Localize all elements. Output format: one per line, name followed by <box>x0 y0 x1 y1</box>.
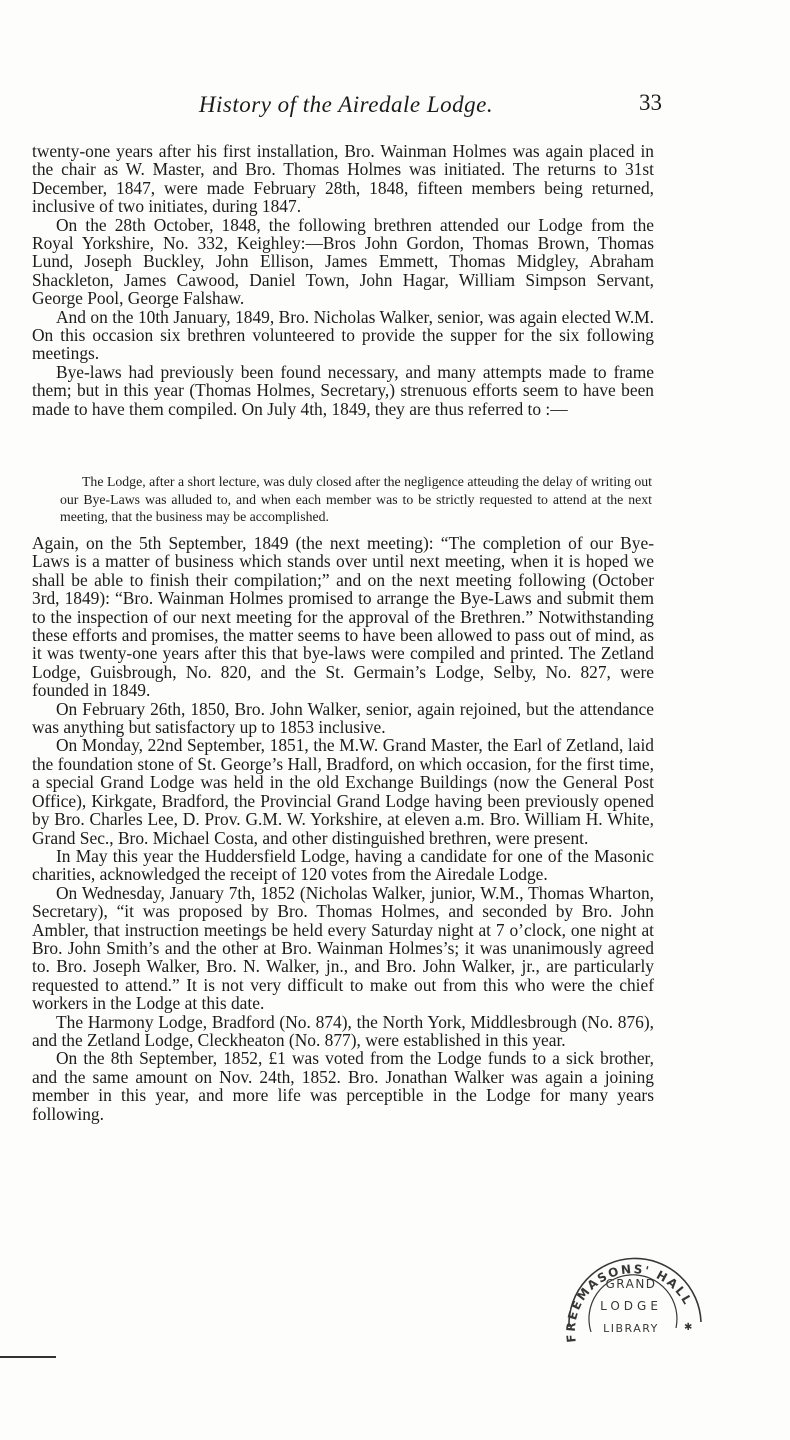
paragraph: On Monday, 22nd September, 1851, the M.W. Grand Master, the Earl of Zetland, laid the foundation stone of St. George’s Hall, Bradford, on which occasion, for the first time, a special Grand Lodge was held in the old Exchange Buildings (now the General Post Office), Kirkgate, Bradford, the Provincial Grand Lodge having been previously opened by Bro. Charles Lee, D. Prov. G.M. W. Yorkshire, at eleven a.m. Bro. William H. White, Grand Sec., Bro. Michael Costa, and other distinguished brethren, were present. <box>32 735 654 848</box>
paragraph: On the 28th October, 1848, the following brethren attended our Lodge from the Royal Yorkshire, No. 332, Keighley:—Bros John Gordon, Thomas Brown, Thomas Lund, Joseph Buckley, John Ellison, James Emmett, Thomas Midgley, Abraham Shackleton, James Cawood, Daniel Town, John Hagar, William Simpson Servant, George Pool, George Falshaw. <box>32 214 654 309</box>
stamp-ring-text: FREEMASONS' HALL <box>563 1262 696 1344</box>
paragraph: On Wednesday, January 7th, 1852 (Nicholas Walker, junior, W.M., Thomas Wharton, Secretary), “it was proposed by Bro. Thomas Holmes, and seconded by Bro. John Ambler, that instruction meetings be held every Saturday night at 7 o’clock, one night at Bro. John Smith’s and the other at Bro. Wainman Holmes’s; it was unanimously agreed to. Bro. Joseph Walker, Bro. N. Walker, jn., and Bro. John Walker, jr., are particularly requested to attend.” It is not very difficult to make out from this who were the chief workers in the Lodge at this date. <box>32 882 654 1014</box>
stamp-line3: LIBRARY <box>603 1322 659 1335</box>
margin-rule <box>0 1356 56 1358</box>
stamp-line2: LODGE <box>600 1299 662 1313</box>
paragraph: On February 26th, 1850, Bro. John Walker, senior, again rejoined, but the attendance was anything but satisfactory up to 1853 inclusive. <box>32 698 654 738</box>
paragraph: Bye-laws had previously been found necessary, and many attempts made to frame them; but in this year (Thomas Holmes, Secretary,) strenuous efforts seem to have been made to have them compiled. On July 4th, 1849, they are thus referred to :— <box>32 361 654 419</box>
paragraph: The Harmony Lodge, Bradford (No. 874), the North York, Middlesbrough (No. 876), and the Zetland Lodge, Cleckheaton (No. 877), were established in this year. <box>32 1011 654 1050</box>
library-stamp <box>551 1232 711 1372</box>
page-header <box>30 92 662 122</box>
body-text-bottom <box>32 534 654 1123</box>
body-text-top <box>32 142 654 418</box>
paragraph: Again, on the 5th September, 1849 (the next meeting): “The completion of our Bye-Laws is a matter of business which stands over until next meeting, when it is hoped we shall be able to finish their compilation;” and on the next meeting following (October 3rd, 1849): “Bro. Wainman Holmes promised to arrange the Bye-Laws and submit them to the inspection of our next meeting for the approval of the Brethren.” Notwithstanding these efforts and promises, the matter seems to have been allowed to pass out of mind, as it was twenty-one years after this that bye-laws were compiled and printed. The Zetland Lodge, Guisbrough, No. 820, and the St. Germain’s Lodge, Selby, No. 827, were founded in 1849. <box>32 533 654 701</box>
stamp-star-icon: ✱ <box>684 1322 693 1333</box>
paragraph: And on the 10th January, 1849, Bro. Nicholas Walker, senior, was again elected W.M. On this occasion six brethren volunteered to provide the supper for the six following meetings. <box>32 306 654 364</box>
paragraph: twenty-one years after his first installation, Bro. Wainman Holmes was again placed in the chair as W. Master, and Bro. Thomas Holmes was initiated. The returns to 31st December, 1847, were made February 28th, 1848, fifteen members being returned, inclusive of two initiates, during 1847. <box>32 141 654 217</box>
running-title: History of the Airedale Lodge. <box>198 92 494 117</box>
minutes-quote: The Lodge, after a short lecture, was duly closed after the negligence atteuding the delay of writing out our Bye-Laws was alluded to, and when each member was to be strictly requested to attend at the next meeting, that the business may be accomplished. <box>60 474 652 524</box>
stamp-line1: GRAND <box>605 1277 657 1291</box>
paragraph: In May this year the Huddersfield Lodge, having a candidate for one of the Masonic charities, acknowledged the receipt of 120 votes from the Airedale Lodge. <box>32 845 654 885</box>
paragraph: On the 8th September, 1852, £1 was voted from the Lodge funds to a sick brother, and the same amount on Nov. 24th, 1852. Bro. Jonathan Walker was again a joining member in this year, and more life was perceptible in the Lodge for many years following. <box>32 1048 654 1124</box>
page-number: 33 <box>639 90 662 115</box>
